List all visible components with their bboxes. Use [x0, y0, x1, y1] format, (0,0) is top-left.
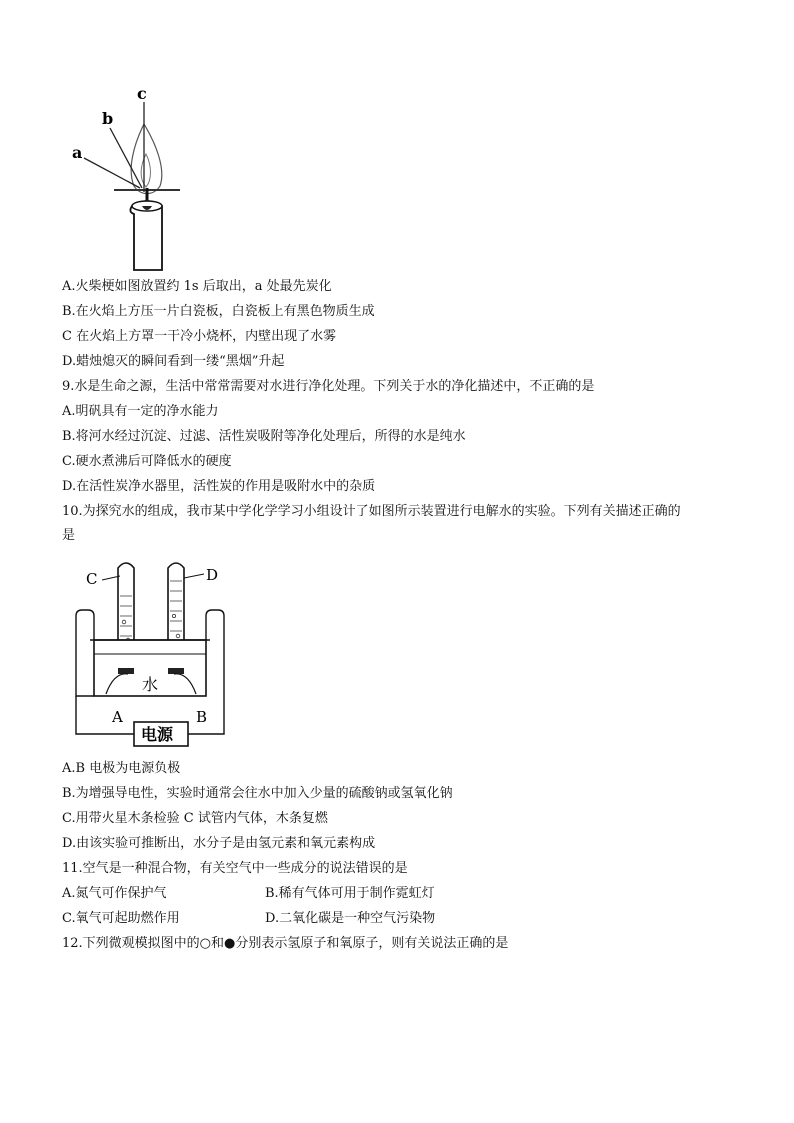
q10-option-a: A.B 电极为电源负极: [62, 761, 181, 776]
label-b-electrode: B: [196, 708, 208, 726]
q10-stem-line1: 10.为探究水的组成，我市某中学化学学习小组设计了如图所示装置进行电解水的实验。下列有关描述正确的: [62, 504, 681, 519]
q10-option-d: D.由该实验可推断出，水分子是由氢元素和氧元素构成: [62, 836, 376, 851]
power-label: 电源: [141, 725, 174, 744]
line-b: [110, 128, 142, 188]
label-c-tube: C: [86, 570, 98, 588]
q9-option-b: B.将河水经过沉淀、过滤、活性炭吸附等净化处理后，所得的水是纯水: [62, 429, 466, 444]
q8-option-d: D.蜡烛熄灭的瞬间看到一缕“黑烟”升起: [62, 354, 285, 369]
label-a: a: [72, 143, 83, 162]
label-b: b: [102, 109, 114, 128]
candle-figure: [62, 84, 192, 272]
wire-left: [76, 610, 94, 696]
q11-option-c: C.氧气可起助燃作用: [62, 911, 180, 926]
q8-option-b: B.在火焰上方压一片白瓷板，白瓷板上有黑色物质生成: [62, 304, 375, 319]
q12-stem: 12.下列微观模拟图中的○和●分别表示氢原子和氧原子，则有关说法正确的是: [62, 936, 509, 951]
electrolysis-figure: [66, 556, 246, 752]
q10-option-c: C.用带火星木条检验 C 试管内气体，木条复燃: [62, 811, 328, 826]
label-d-tube: D: [206, 566, 219, 584]
q8-option-c: C 在火焰上方罩一干冷小烧杯，内壁出现了水雾: [62, 329, 337, 344]
q11-option-d: D.二氧化碳是一种空气污染物: [265, 911, 436, 926]
label-c: c: [137, 84, 147, 103]
label-a-electrode: A: [112, 708, 123, 726]
q11-option-a: A.氮气可作保护气: [62, 886, 167, 901]
q9-stem: 9.水是生命之源，生活中常常需要对水进行净化处理。下列关于水的净化描述中，不正确的是: [62, 379, 595, 394]
q10-option-b: B.为增强导电性，实验时通常会往水中加入少量的硫酸钠或氢氧化钠: [62, 786, 453, 801]
flame: [131, 124, 162, 194]
q11-stem: 11.空气是一种混合物，有关空气中一些成分的说法错误的是: [62, 861, 408, 876]
q11-option-b: B.稀有气体可用于制作霓虹灯: [265, 886, 435, 901]
q9-option-a: A.明矾具有一定的净水能力: [62, 404, 219, 419]
water-label: 水: [142, 675, 159, 694]
q8-option-a: A.火柴梗如图放置约 1s 后取出，a 处最先炭化: [62, 279, 332, 294]
q10-stem-line2: 是: [62, 528, 76, 543]
q9-option-d: D.在活性炭净水器里，活性炭的作用是吸附水中的杂质: [62, 479, 376, 494]
q9-option-c: C.硬水煮沸后可降低水的硬度: [62, 454, 232, 469]
